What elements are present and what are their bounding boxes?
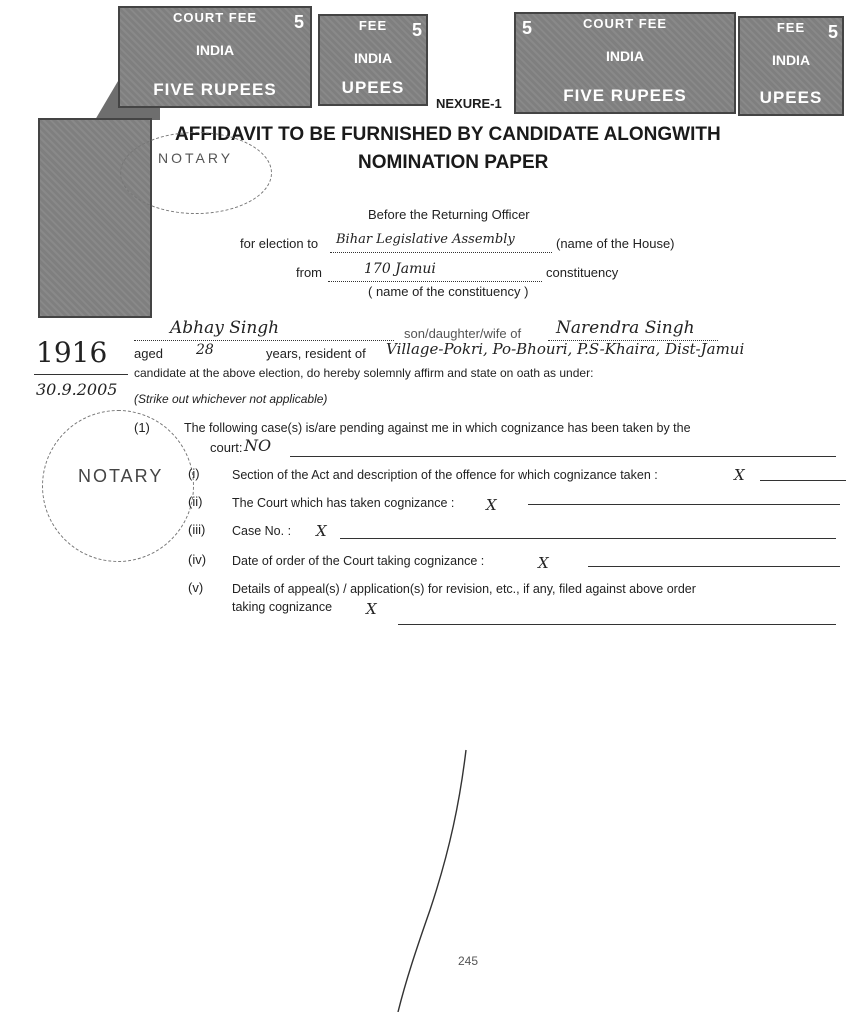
- from-suffix: constituency: [546, 265, 619, 280]
- sub-item-ii-number: (ii): [188, 494, 203, 509]
- court-fee-stamp-4: FEE INDIA 5 UPEES: [738, 16, 844, 116]
- from-prefix: from: [296, 265, 322, 280]
- margin-number: 1916: [36, 336, 108, 369]
- item-1-number: (1): [134, 420, 150, 435]
- annexure-label: NEXURE-1: [436, 96, 502, 111]
- sub-item-iv-text: Date of order of the Court taking cognizance :: [232, 554, 485, 568]
- sub-item-ii-mark: X: [486, 496, 497, 514]
- strike-note: (Strike out whichever not applicable): [134, 392, 328, 406]
- court-fee-stamp-2: FEE INDIA 5 UPEES: [318, 14, 428, 106]
- sub-item-ii-line: [528, 504, 840, 505]
- page-number: 245: [458, 954, 479, 968]
- title-line-2: NOMINATION PAPER: [358, 152, 549, 173]
- sub-item-iv-line: [588, 566, 840, 567]
- before-returning-officer: Before the Returning Officer: [368, 207, 530, 222]
- sub-item-iii-text: Case No. :: [232, 524, 292, 538]
- candidate-statement: candidate at the above election, do hereby solemnly affirm and state on oath as under:: [134, 366, 594, 380]
- sub-item-i-number: (i): [188, 466, 200, 481]
- notary-seal-left-text: NOTARY: [78, 466, 164, 486]
- name-line: [134, 340, 394, 341]
- notary-seal-top: [120, 132, 272, 214]
- election-line: [330, 252, 552, 253]
- court-value: NO: [244, 436, 272, 455]
- court-fee-stamp-1: COURT FEE INDIA 5 FIVE RUPEES: [118, 6, 312, 108]
- margin-underline: [34, 374, 128, 375]
- resident-label: years, resident of: [266, 346, 366, 361]
- court-line: [290, 456, 836, 457]
- item-1-text: The following case(s) is/are pending against me in which cognizance has been taken by the: [184, 421, 691, 435]
- title-line-1: AFFIDAVIT TO BE FURNISHED BY CANDIDATE ALONGWITH: [175, 124, 721, 145]
- pen-stroke: [380, 740, 480, 1012]
- sub-item-v-mark: X: [366, 600, 377, 618]
- sub-item-v-text: Details of appeal(s) / application(s) for revision, etc., if any, filed against above order: [232, 582, 696, 596]
- sub-item-iv-mark: X: [538, 554, 549, 572]
- aged-label: aged: [134, 346, 163, 361]
- relation-label: son/daughter/wife of: [404, 326, 522, 341]
- court-fee-stamp-3: 5 COURT FEE INDIA FIVE RUPEES: [514, 12, 736, 114]
- constituency-note: ( name of the constituency ): [368, 284, 529, 299]
- from-value: 170 Jamui: [364, 261, 436, 277]
- age-value: 28: [196, 342, 214, 358]
- sub-item-i-mark: X: [734, 466, 745, 484]
- sub-item-i-text: Section of the Act and description of the offence for which cognizance taken :: [232, 468, 658, 482]
- court-label: court:: [210, 440, 243, 455]
- election-suffix: (name of the House): [556, 236, 675, 251]
- sub-item-iii-mark: X: [316, 522, 327, 540]
- sub-item-i-line: [760, 480, 846, 481]
- from-line: [328, 281, 542, 282]
- sub-item-ii-text: The Court which has taken cognizance :: [232, 496, 455, 510]
- notary-seal-top-text: NOTARY: [158, 150, 234, 166]
- sub-item-iii-number: (iii): [188, 522, 206, 537]
- election-prefix: for election to: [240, 236, 319, 251]
- sub-item-v-line: [398, 624, 836, 625]
- address-value: Village-Pokri, Po-Bhouri, P.S-Khaira, Dist-Jamui: [386, 340, 745, 358]
- election-house-value: Bihar Legislative Assembly: [336, 232, 515, 247]
- margin-date: 30.9.2005: [36, 380, 118, 399]
- sub-item-iii-line: [340, 538, 836, 539]
- sub-item-iv-number: (iv): [188, 552, 207, 567]
- sub-item-v-line2: taking cognizance: [232, 600, 333, 614]
- candidate-name: Abhay Singh: [170, 318, 280, 338]
- father-name: Narendra Singh: [556, 318, 695, 338]
- sub-item-v-number: (v): [188, 580, 204, 595]
